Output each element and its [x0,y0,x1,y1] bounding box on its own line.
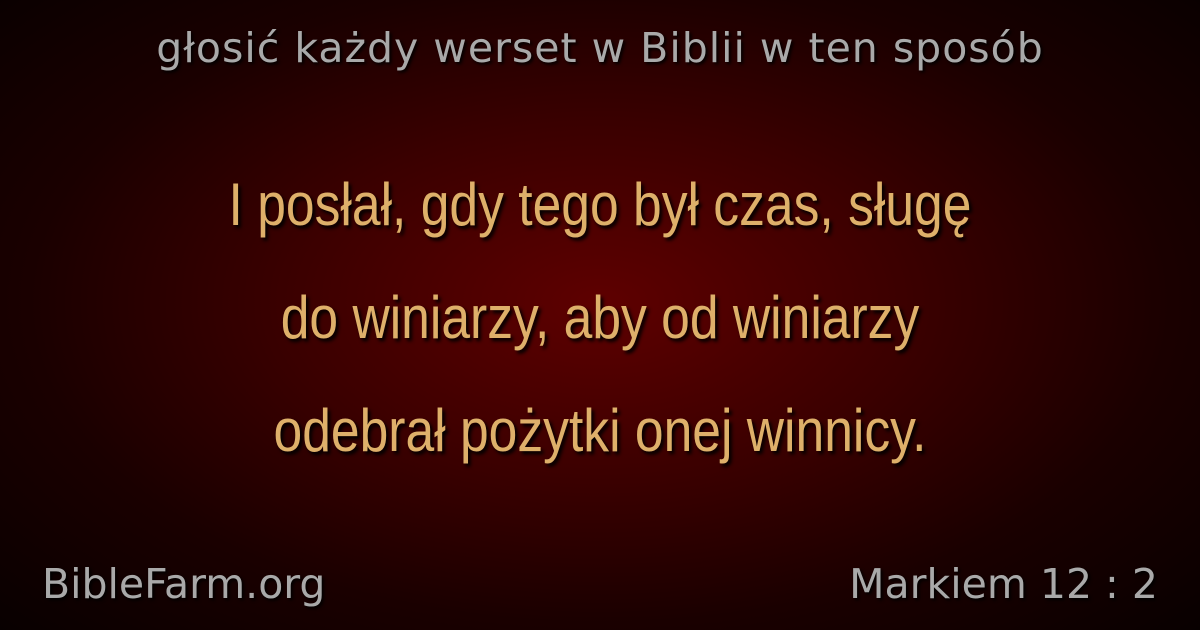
verse-text [118,148,1081,487]
tagline: głosić każdy werset w Biblii w ten sposób [156,24,1044,72]
verse-reference: Markiem 12 : 2 [849,560,1158,608]
verse-line-2: do winiarzy, aby od winiarzy [280,284,920,351]
verse-line-1: I posłał, gdy tego był czas, sługę [228,171,972,238]
site-name: BibleFarm.org [42,560,326,608]
verse-line-3: odebrał pożytki onej winnicy. [273,397,927,464]
